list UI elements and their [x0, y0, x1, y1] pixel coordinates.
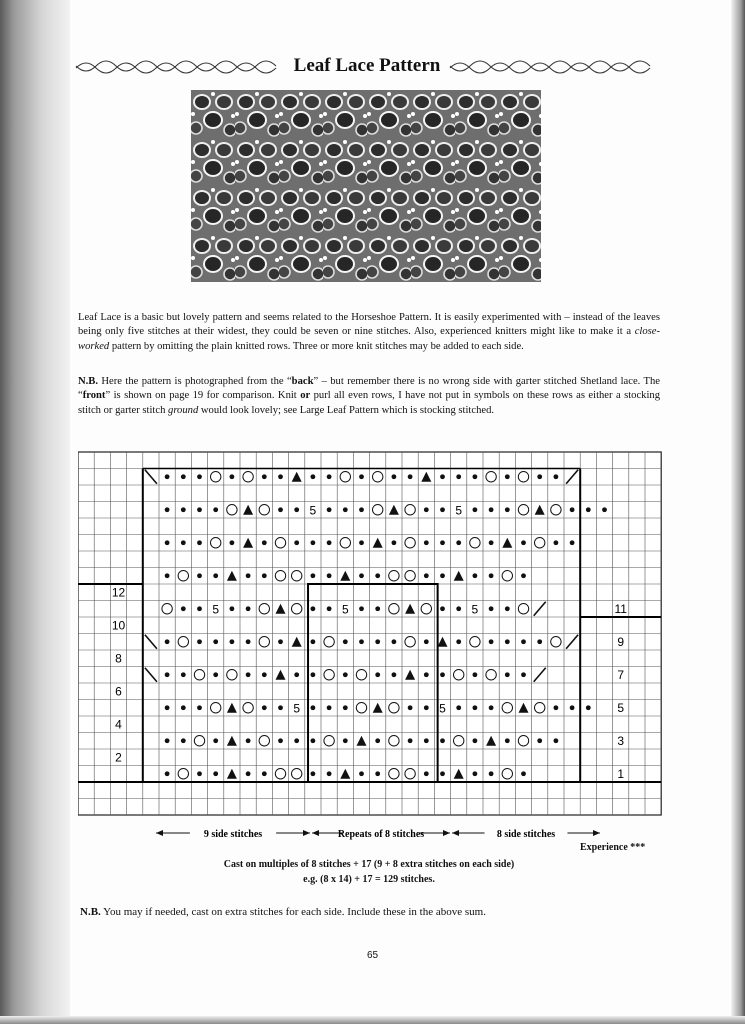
nb-segment: Here the pattern is photographed from the “ — [98, 376, 292, 387]
row-number-right: 5 — [617, 701, 625, 715]
knit-symbol — [230, 540, 235, 545]
book-spine-shadow — [0, 0, 70, 1024]
knit-symbol — [246, 606, 251, 611]
nb-extra-segment: You may if needed, cast on extra stitches for each side. Include these in the above sum. — [100, 906, 486, 918]
knit-symbol — [327, 606, 332, 611]
knit-symbol — [213, 573, 218, 578]
knit-symbol — [456, 474, 461, 479]
knit-symbol — [343, 507, 348, 512]
knit-symbol — [489, 705, 494, 710]
knit-symbol — [262, 573, 267, 578]
knit-symbol — [375, 639, 380, 644]
knit-symbol — [165, 540, 170, 545]
knit-symbol — [554, 705, 559, 710]
knit-symbol — [294, 507, 299, 512]
knit-symbol — [440, 474, 445, 479]
nb-paragraph — [78, 375, 660, 418]
knit-symbol — [165, 672, 170, 677]
knit-symbol — [262, 705, 267, 710]
knit-symbol — [197, 474, 202, 479]
knit-symbol — [327, 507, 332, 512]
knit-symbol — [392, 474, 397, 479]
nb-segment: ” – but remember there is no wrong side with garter stitched Shetland lace. The “ — [78, 376, 660, 402]
stitch-count-label: 5 — [471, 602, 479, 617]
knit-symbol — [181, 540, 186, 545]
knit-symbol — [327, 705, 332, 710]
knit-symbol — [473, 672, 478, 677]
knit-symbol — [165, 507, 170, 512]
knit-symbol — [327, 540, 332, 545]
stitch-count-label: 5 — [439, 701, 446, 716]
row-number-left: 4 — [115, 717, 122, 732]
knit-symbol — [197, 606, 202, 611]
knit-symbol — [311, 771, 316, 776]
middle-section-label-arrowhead — [443, 830, 450, 836]
left-section-label-arrowhead — [156, 830, 163, 836]
knit-symbol — [181, 507, 186, 512]
knit-symbol — [230, 639, 235, 644]
knit-symbol — [197, 507, 202, 512]
knit-symbol — [473, 573, 478, 578]
left-section-label-arrowhead — [303, 830, 310, 836]
knit-symbol — [181, 738, 186, 743]
nb-segment: purl all even rows, I have not put in symbols on these rows as either a stocking stitch or garter stitch — [78, 390, 660, 416]
knit-symbol — [359, 573, 364, 578]
knit-symbol — [570, 540, 575, 545]
row-number-left: 8 — [115, 651, 122, 666]
knit-symbol — [505, 507, 510, 512]
knit-symbol — [456, 639, 461, 644]
knit-symbol — [505, 639, 510, 644]
knit-symbol — [456, 540, 461, 545]
right-section-label-arrowhead — [452, 830, 459, 836]
nb-segment: ” is shown on page 19 for comparison. Knit — [105, 390, 301, 402]
knit-symbol — [294, 738, 299, 743]
right-section-label: 8 side stitches — [496, 829, 556, 840]
row-number-right: 11 — [614, 602, 627, 616]
knit-symbol — [246, 771, 251, 776]
knit-symbol — [311, 573, 316, 578]
knit-symbol — [213, 771, 218, 776]
experience-rating: Experience *** — [580, 842, 646, 853]
lace-photo — [191, 90, 541, 282]
knit-symbol — [181, 672, 186, 677]
knit-symbol — [246, 573, 251, 578]
knit-symbol — [424, 672, 429, 677]
knit-symbol — [489, 507, 494, 512]
knit-symbol — [181, 474, 186, 479]
knit-symbol — [359, 606, 364, 611]
middle-section-label-arrowhead — [312, 830, 319, 836]
knit-symbol — [375, 606, 380, 611]
knit-symbol — [473, 771, 478, 776]
intro-segment: Leaf Lace is a basic but lovely pattern and seems related to the Horseshoe Pattern. It is easily experimented with – instead of the leaves being only five stitches at their widest, they could be seven or nine stitches. Also, experienced knitters might like to make it a — [78, 312, 660, 338]
knit-symbol — [392, 639, 397, 644]
knit-symbol — [537, 738, 542, 743]
knit-symbol — [311, 738, 316, 743]
stitch-count-label: 5 — [341, 602, 349, 617]
knit-symbol — [408, 738, 413, 743]
knit-symbol — [456, 606, 461, 611]
knit-symbol — [440, 738, 445, 743]
stitch-count-label: 5 — [212, 602, 220, 617]
knit-symbol — [327, 573, 332, 578]
knit-symbol — [521, 573, 526, 578]
knit-symbol — [311, 639, 316, 644]
knit-symbol — [278, 738, 283, 743]
knit-symbol — [489, 606, 494, 611]
knit-symbol — [165, 474, 170, 479]
knit-symbol — [440, 672, 445, 677]
knit-symbol — [521, 639, 526, 644]
nb-extra-paragraph — [80, 906, 486, 918]
knitting-chart — [78, 446, 662, 846]
knit-symbol — [230, 606, 235, 611]
knit-symbol — [375, 771, 380, 776]
knit-symbol — [440, 606, 445, 611]
knit-symbol — [473, 474, 478, 479]
knit-symbol — [521, 672, 526, 677]
row-number-left: 6 — [115, 684, 122, 699]
nb-extra-segment: N.B. — [80, 906, 101, 918]
knit-symbol — [311, 474, 316, 479]
knit-symbol — [165, 639, 170, 644]
row-number-right: 9 — [617, 635, 625, 649]
knit-symbol — [521, 540, 526, 545]
nb-segment: back — [291, 376, 314, 387]
knit-symbol — [213, 672, 218, 677]
nb-segment: would look lovely; see Large Leaf Pattern which is stocking stitched. — [198, 404, 495, 416]
intro-paragraph — [78, 311, 660, 354]
knit-symbol — [537, 639, 542, 644]
knit-symbol — [440, 573, 445, 578]
cast-on-example: e.g. (8 x 14) + 17 = 129 stitches. — [303, 874, 435, 885]
intro-segment: pattern by omitting the plain knitted rows. Three or more knit stitches may be added to each side. — [109, 340, 524, 352]
stitch-count-label: 5 — [455, 503, 463, 518]
knit-symbol — [197, 540, 202, 545]
knit-symbol — [456, 705, 461, 710]
knit-symbol — [473, 507, 478, 512]
knit-symbol — [246, 639, 251, 644]
knit-symbol — [424, 507, 429, 512]
page-bottom-shadow — [0, 1016, 745, 1024]
knit-symbol — [197, 771, 202, 776]
knit-symbol — [602, 507, 607, 512]
nb-segment: ground — [168, 404, 199, 416]
knit-symbol — [278, 705, 283, 710]
knit-symbol — [408, 474, 413, 479]
knit-symbol — [262, 672, 267, 677]
knit-symbol — [424, 639, 429, 644]
knit-symbol — [311, 672, 316, 677]
row-number-right: 3 — [617, 734, 625, 748]
knit-symbol — [213, 507, 218, 512]
middle-section-label: Repeats of 8 stitches — [337, 829, 425, 840]
knit-symbol — [424, 771, 429, 776]
knit-symbol — [213, 738, 218, 743]
row-number-left: 12 — [111, 585, 126, 600]
page-number: 65 — [366, 950, 379, 961]
nb-segment: N.B. — [78, 376, 99, 387]
knit-symbol — [311, 540, 316, 545]
row-number-right: 7 — [617, 668, 625, 682]
knit-symbol — [473, 738, 478, 743]
nb-segment: front — [82, 390, 106, 402]
knit-symbol — [359, 507, 364, 512]
intro-segment: close-worked — [78, 326, 660, 352]
knit-symbol — [505, 474, 510, 479]
knit-symbol — [327, 771, 332, 776]
knit-symbol — [165, 771, 170, 776]
knit-symbol — [213, 639, 218, 644]
knit-symbol — [489, 771, 494, 776]
stitch-count-label: 5 — [309, 503, 317, 518]
page-title: Leaf Lace Pattern — [288, 55, 447, 76]
knit-symbol — [375, 672, 380, 677]
knit-symbol — [230, 474, 235, 479]
knit-symbol — [327, 474, 332, 479]
right-section-label-arrowhead — [593, 830, 600, 836]
row-number-left: 2 — [115, 750, 122, 765]
knit-symbol — [359, 639, 364, 644]
knit-symbol — [375, 573, 380, 578]
knit-symbol — [375, 738, 380, 743]
knit-symbol — [440, 540, 445, 545]
knit-symbol — [294, 540, 299, 545]
knit-symbol — [343, 705, 348, 710]
knit-symbol — [343, 738, 348, 743]
left-section-label: 9 side stitches — [203, 829, 263, 840]
knit-symbol — [181, 705, 186, 710]
knit-symbol — [359, 540, 364, 545]
knit-symbol — [246, 672, 251, 677]
knit-symbol — [489, 573, 494, 578]
knit-symbol — [359, 771, 364, 776]
knit-symbol — [586, 705, 591, 710]
knit-symbol — [473, 705, 478, 710]
knit-symbol — [440, 507, 445, 512]
knit-symbol — [262, 771, 267, 776]
knit-symbol — [181, 606, 186, 611]
knit-symbol — [570, 507, 575, 512]
page-edge-shadow — [731, 0, 745, 1024]
knit-symbol — [505, 606, 510, 611]
knit-symbol — [311, 705, 316, 710]
knit-symbol — [554, 738, 559, 743]
knit-symbol — [197, 639, 202, 644]
knit-symbol — [262, 474, 267, 479]
nb-segment: or — [300, 390, 311, 402]
knit-symbol — [197, 705, 202, 710]
knit-symbol — [392, 672, 397, 677]
knit-symbol — [424, 738, 429, 743]
title-row — [72, 52, 662, 82]
knit-symbol — [537, 474, 542, 479]
cast-on-instruction: Cast on multiples of 8 stitches + 17 (9 + 8 extra stitches on each side) — [223, 859, 515, 870]
knit-symbol — [294, 672, 299, 677]
knit-symbol — [554, 474, 559, 479]
knit-symbol — [392, 540, 397, 545]
knit-symbol — [359, 474, 364, 479]
knit-symbol — [343, 639, 348, 644]
knit-symbol — [424, 540, 429, 545]
knit-symbol — [586, 507, 591, 512]
knit-symbol — [424, 573, 429, 578]
knit-symbol — [165, 573, 170, 578]
knit-symbol — [440, 771, 445, 776]
knit-symbol — [343, 672, 348, 677]
knit-symbol — [408, 705, 413, 710]
knit-symbol — [570, 705, 575, 710]
knit-symbol — [278, 639, 283, 644]
knit-symbol — [165, 705, 170, 710]
knit-symbol — [262, 540, 267, 545]
knit-symbol — [246, 738, 251, 743]
knit-symbol — [554, 540, 559, 545]
knit-symbol — [505, 738, 510, 743]
knit-symbol — [278, 474, 283, 479]
knit-symbol — [311, 606, 316, 611]
knit-symbol — [489, 540, 494, 545]
row-number-left: 10 — [111, 618, 126, 633]
knit-symbol — [278, 507, 283, 512]
knit-symbol — [424, 705, 429, 710]
knit-symbol — [197, 573, 202, 578]
stitch-count-label: 5 — [293, 701, 301, 716]
knit-symbol — [165, 738, 170, 743]
knit-symbol — [489, 639, 494, 644]
row-number-right: 1 — [617, 767, 625, 781]
knit-symbol — [521, 771, 526, 776]
knit-symbol — [505, 672, 510, 677]
